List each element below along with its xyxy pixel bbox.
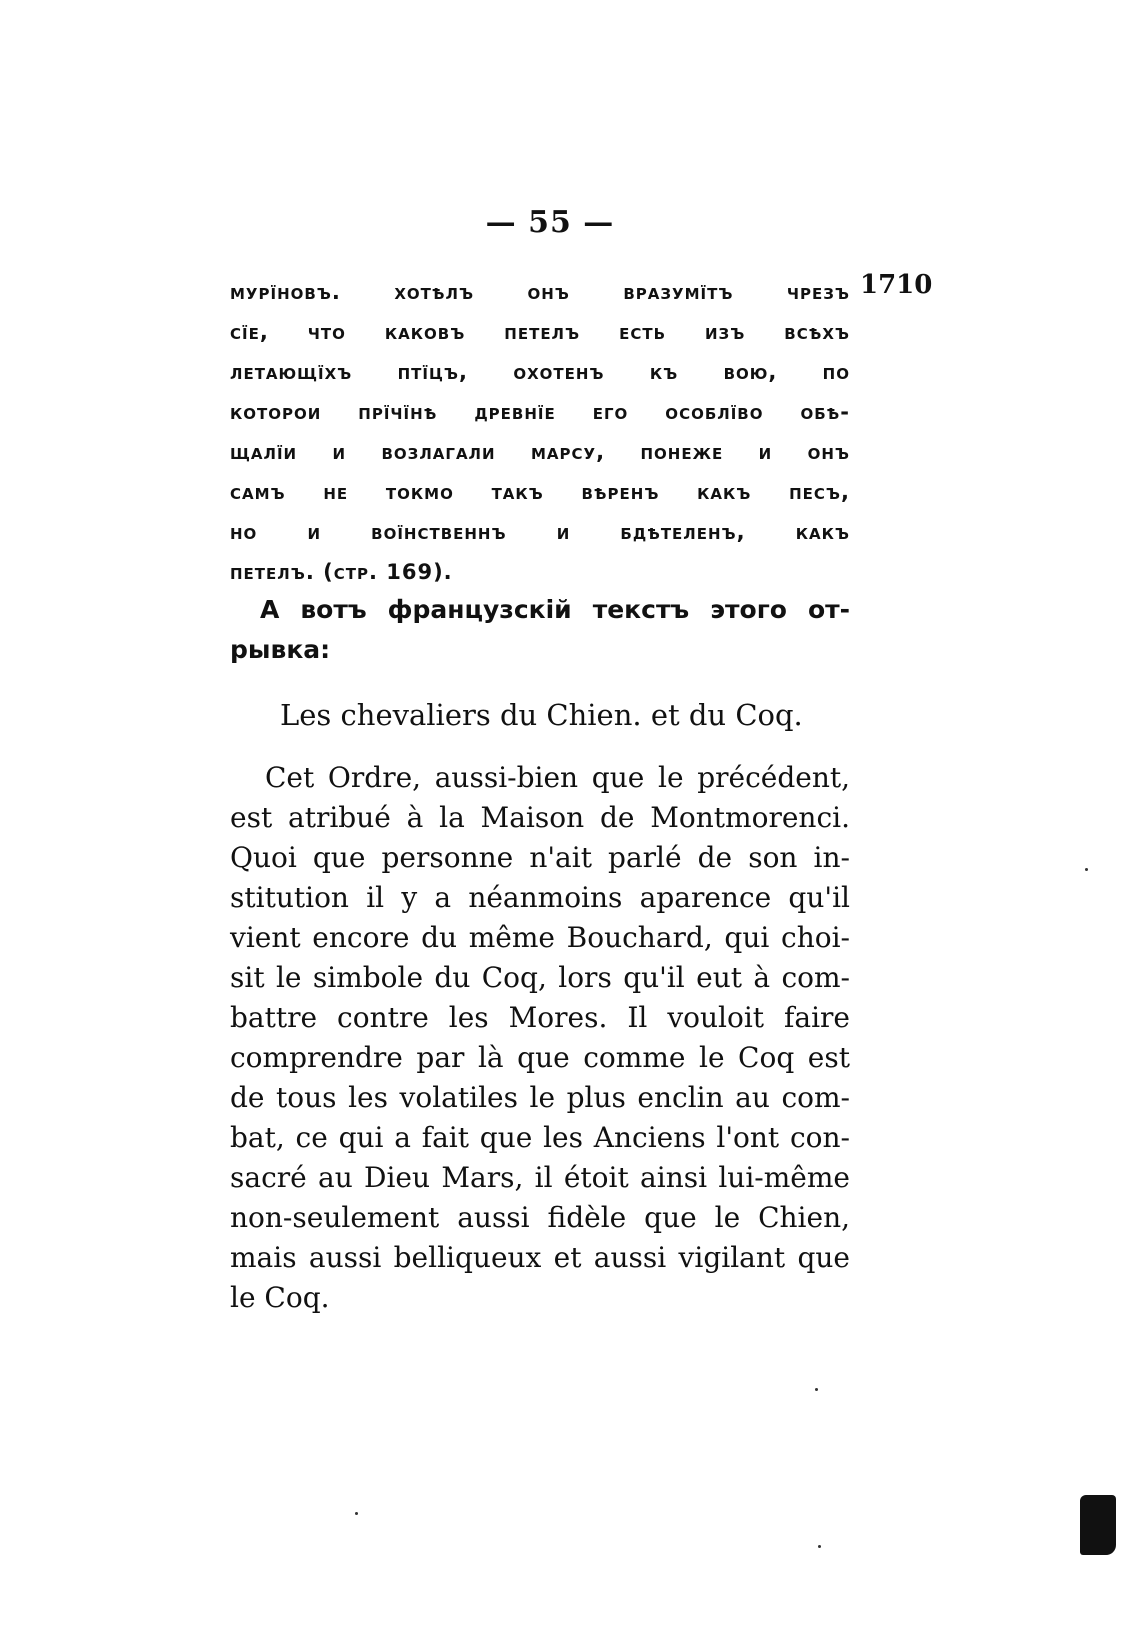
french-line: Cet Ordre, aussi-bien que le précédent,	[265, 761, 850, 794]
french-line: battre contre les Mores. Il vouloit faire	[230, 1001, 850, 1034]
russian-line: А вотъ французскій текстъ этого от-	[260, 595, 850, 624]
slavonic-line: летающїхъ птїцъ, охотенъ къ вою, по	[230, 360, 850, 384]
french-line: bat, ce qui a fait que les Anciens l'ont con-	[230, 1121, 850, 1154]
french-line: sacré au Dieu Mars, il étoit ainsi lui-même	[230, 1161, 850, 1194]
ink-speck	[1085, 868, 1088, 871]
french-line: stitution il y a néanmoins aparence qu'il	[230, 881, 850, 914]
french-line: mais aussi belliqueux et aussi vigilant que	[230, 1241, 850, 1274]
french-paragraph	[230, 758, 850, 1318]
ink-blot	[1080, 1495, 1116, 1555]
french-line: le Coq.	[230, 1281, 330, 1314]
french-line: de tous les volatiles le plus enclin au com-	[230, 1081, 850, 1114]
russian-paragraph	[230, 590, 850, 670]
french-line: non-seulement aussi fidèle que le Chien,	[230, 1201, 850, 1234]
slavonic-line: которои прїчїнѣ древнїе его особлїво обѣ-	[230, 400, 850, 424]
slavonic-line: сїе, что каковъ петелъ есть изъ всѣхъ	[230, 320, 850, 344]
french-line: comprendre par là que comme le Coq est	[230, 1041, 850, 1074]
ink-speck	[818, 1545, 821, 1548]
page-number: — 55 —	[485, 205, 615, 240]
ink-speck	[355, 1512, 358, 1515]
slavonic-line-reference: петелъ. (стр. 169).	[230, 560, 453, 584]
french-line: est atribué à la Maison de Montmorenci.	[230, 801, 850, 834]
slavonic-line: самъ не токмо такъ вѣренъ какъ песъ,	[230, 480, 850, 504]
french-line: vient encore du même Bouchard, qui choi-	[230, 921, 850, 954]
slavonic-line: щалїи и возлагали марсу, понеже и онъ	[230, 440, 850, 464]
margin-year: 1710	[860, 270, 933, 300]
slavonic-line: мурїновъ. хотѣлъ онъ вразумїтъ чрезъ	[230, 280, 850, 304]
french-line: Quoi que personne n'ait parlé de son in-	[230, 841, 850, 874]
slavonic-quote	[230, 272, 850, 592]
russian-line: рывка:	[230, 635, 331, 664]
french-heading: Les chevaliers du Chien. et du Coq.	[280, 698, 803, 732]
french-line: sit le simbole du Coq, lors qu'il eut à com-	[230, 961, 850, 994]
ink-speck	[815, 1388, 818, 1391]
slavonic-line: но и воїнственнъ и бдѣтеленъ, какъ	[230, 520, 850, 544]
